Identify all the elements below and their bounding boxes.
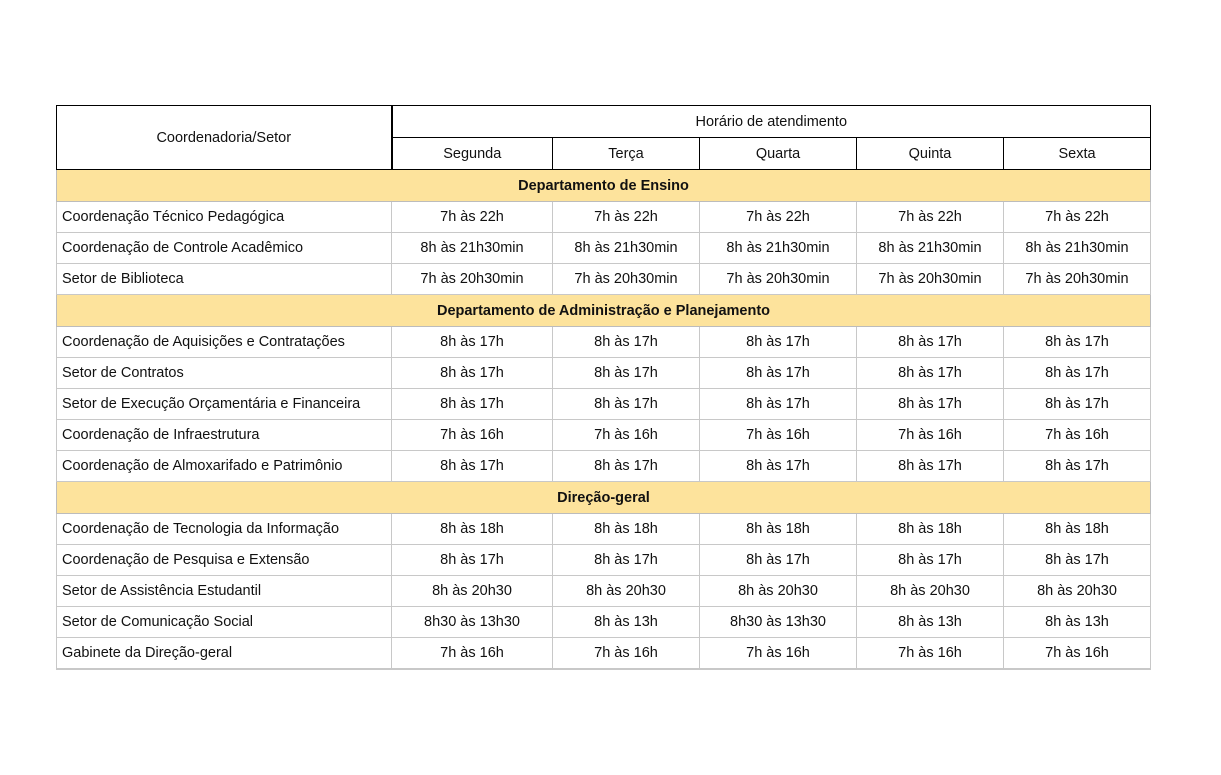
hours-cell: 8h às 17h — [553, 545, 700, 576]
hours-cell: 8h às 17h — [1004, 358, 1151, 389]
setor-name-cell: Coordenação de Pesquisa e Extensão — [57, 545, 392, 576]
hours-cell: 8h30 às 13h30 — [392, 607, 553, 638]
hours-cell: 8h às 17h — [1004, 327, 1151, 358]
setor-name-cell: Coordenação de Controle Acadêmico — [57, 233, 392, 264]
section-row — [57, 482, 1151, 514]
setor-name-cell: Coordenação de Infraestrutura — [57, 420, 392, 451]
table-row — [57, 607, 1151, 638]
hours-cell: 8h às 17h — [700, 327, 857, 358]
hours-cell: 8h às 21h30min — [700, 233, 857, 264]
hours-cell: 7h às 16h — [392, 420, 553, 451]
table-row — [57, 202, 1151, 233]
hours-cell: 8h às 18h — [700, 514, 857, 545]
setor-name-cell: Setor de Contratos — [57, 358, 392, 389]
table-row — [57, 576, 1151, 607]
table-row — [57, 389, 1151, 420]
day-header-quarta: Quarta — [700, 138, 857, 170]
hours-cell: 8h às 17h — [1004, 545, 1151, 576]
setor-name-cell: Coordenação Técnico Pedagógica — [57, 202, 392, 233]
hours-cell: 8h às 17h — [857, 545, 1004, 576]
section-title: Direção-geral — [57, 482, 1151, 514]
hours-cell: 8h às 18h — [392, 514, 553, 545]
hours-cell: 7h às 16h — [700, 420, 857, 451]
hours-cell: 8h às 17h — [700, 358, 857, 389]
schedule-table — [56, 105, 1151, 670]
hours-cell: 8h às 20h30 — [857, 576, 1004, 607]
table-body — [57, 170, 1151, 670]
table-row — [57, 451, 1151, 482]
hours-cell: 8h às 17h — [553, 389, 700, 420]
section-row — [57, 295, 1151, 327]
hours-cell: 8h às 17h — [392, 389, 553, 420]
hours-cell: 8h às 17h — [553, 358, 700, 389]
setor-column-header: Coordenadoria/Setor — [57, 106, 392, 170]
hours-cell: 7h às 16h — [700, 638, 857, 670]
day-header-quinta: Quinta — [857, 138, 1004, 170]
hours-cell: 7h às 16h — [553, 638, 700, 670]
hours-cell: 8h às 13h — [553, 607, 700, 638]
hours-cell: 7h às 22h — [700, 202, 857, 233]
horario-group-header: Horário de atendimento — [392, 106, 1151, 138]
hours-cell: 7h às 20h30min — [392, 264, 553, 295]
hours-cell: 8h às 17h — [700, 451, 857, 482]
hours-cell: 8h às 17h — [392, 358, 553, 389]
setor-name-cell: Coordenação de Almoxarifado e Patrimônio — [57, 451, 392, 482]
hours-cell: 8h às 17h — [857, 327, 1004, 358]
hours-cell: 8h às 13h — [857, 607, 1004, 638]
setor-name-cell: Setor de Execução Orçamentária e Financeira — [57, 389, 392, 420]
day-header-sexta: Sexta — [1004, 138, 1151, 170]
setor-name-cell: Setor de Assistência Estudantil — [57, 576, 392, 607]
table-header — [57, 106, 1151, 170]
hours-cell: 7h às 20h30min — [1004, 264, 1151, 295]
table-row — [57, 545, 1151, 576]
section-row — [57, 170, 1151, 202]
hours-cell: 8h às 17h — [857, 389, 1004, 420]
hours-cell: 7h às 20h30min — [700, 264, 857, 295]
table-row — [57, 514, 1151, 545]
hours-cell: 8h às 17h — [857, 358, 1004, 389]
hours-cell: 8h às 13h — [1004, 607, 1151, 638]
table-row — [57, 233, 1151, 264]
setor-name-cell: Coordenação de Aquisições e Contratações — [57, 327, 392, 358]
setor-name-cell: Gabinete da Direção-geral — [57, 638, 392, 670]
setor-name-cell: Setor de Comunicação Social — [57, 607, 392, 638]
hours-cell: 8h às 17h — [700, 389, 857, 420]
hours-cell: 8h às 17h — [553, 451, 700, 482]
hours-cell: 8h às 17h — [1004, 389, 1151, 420]
hours-cell: 7h às 22h — [1004, 202, 1151, 233]
table-row — [57, 327, 1151, 358]
hours-cell: 8h às 17h — [392, 545, 553, 576]
table-row — [57, 638, 1151, 670]
hours-cell: 8h às 18h — [553, 514, 700, 545]
hours-cell: 7h às 16h — [1004, 420, 1151, 451]
hours-cell: 8h às 21h30min — [392, 233, 553, 264]
hours-cell: 8h às 21h30min — [1004, 233, 1151, 264]
section-title: Departamento de Ensino — [57, 170, 1151, 202]
hours-cell: 8h às 17h — [553, 327, 700, 358]
hours-cell: 7h às 16h — [553, 420, 700, 451]
hours-cell: 7h às 22h — [553, 202, 700, 233]
hours-cell: 7h às 16h — [392, 638, 553, 670]
hours-cell: 8h às 20h30 — [700, 576, 857, 607]
hours-cell: 7h às 16h — [857, 420, 1004, 451]
day-header-terca: Terça — [553, 138, 700, 170]
hours-cell: 7h às 16h — [1004, 638, 1151, 670]
hours-cell: 8h às 20h30 — [392, 576, 553, 607]
section-title: Departamento de Administração e Planejamento — [57, 295, 1151, 327]
hours-cell: 8h às 21h30min — [553, 233, 700, 264]
hours-cell: 8h às 20h30 — [553, 576, 700, 607]
hours-cell: 8h às 17h — [1004, 451, 1151, 482]
setor-name-cell: Setor de Biblioteca — [57, 264, 392, 295]
hours-cell: 8h às 17h — [392, 451, 553, 482]
day-header-segunda: Segunda — [392, 138, 553, 170]
hours-cell: 8h às 17h — [392, 327, 553, 358]
hours-cell: 8h30 às 13h30 — [700, 607, 857, 638]
hours-cell: 8h às 21h30min — [857, 233, 1004, 264]
table-row — [57, 420, 1151, 451]
hours-cell: 8h às 18h — [857, 514, 1004, 545]
hours-cell: 7h às 20h30min — [857, 264, 1004, 295]
table-row — [57, 358, 1151, 389]
setor-name-cell: Coordenação de Tecnologia da Informação — [57, 514, 392, 545]
hours-cell: 8h às 20h30 — [1004, 576, 1151, 607]
hours-cell: 8h às 17h — [857, 451, 1004, 482]
hours-cell: 8h às 17h — [700, 545, 857, 576]
hours-cell: 7h às 22h — [857, 202, 1004, 233]
hours-cell: 7h às 20h30min — [553, 264, 700, 295]
table-row — [57, 264, 1151, 295]
hours-cell: 7h às 22h — [392, 202, 553, 233]
hours-cell: 8h às 18h — [1004, 514, 1151, 545]
hours-cell: 7h às 16h — [857, 638, 1004, 670]
